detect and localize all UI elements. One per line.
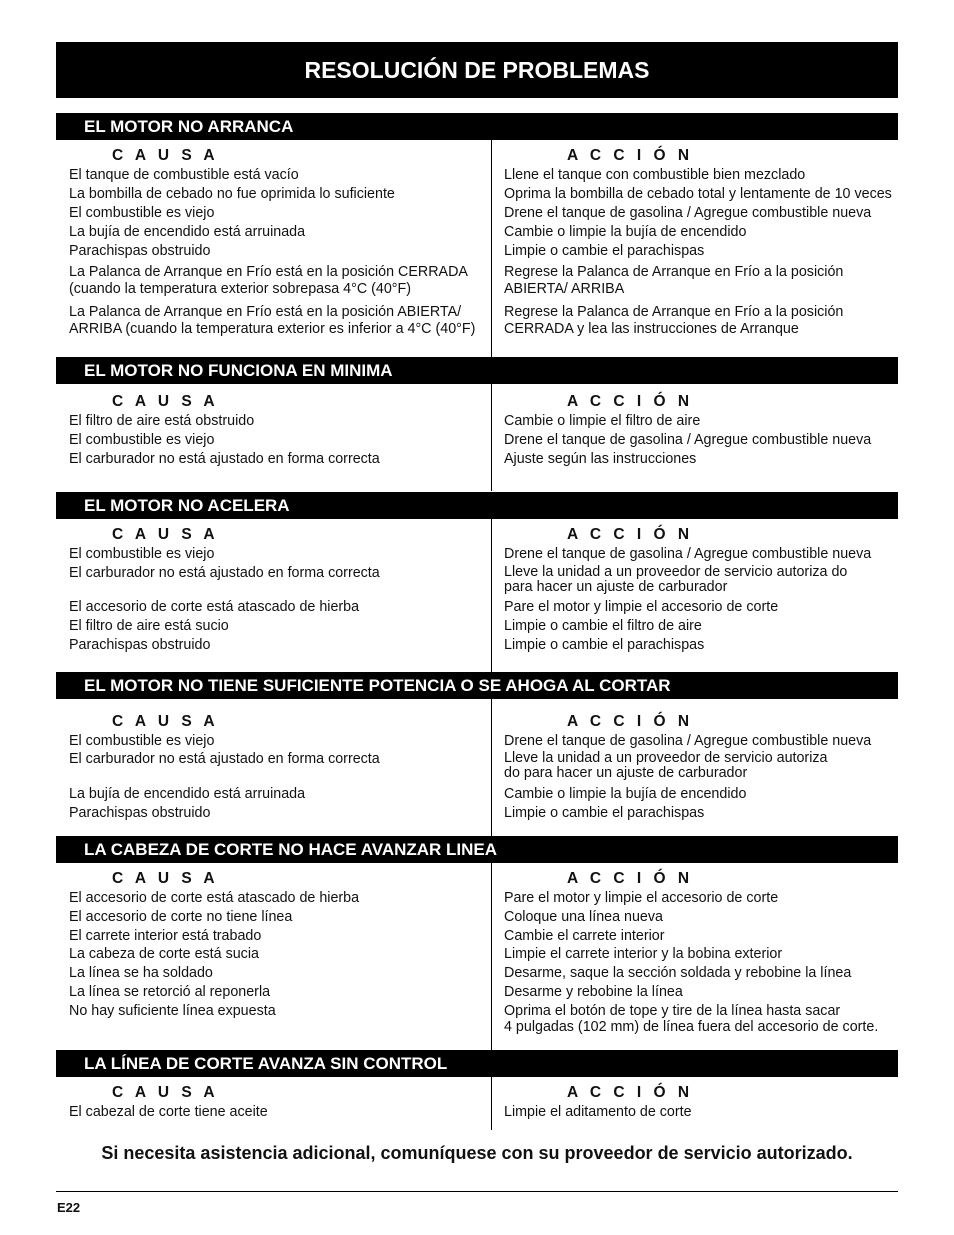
causa-header: C A U S A [112, 1084, 219, 1101]
action-text: Lleve la unidad a un proveedor de servicio autoriza do para hacer un ajuste de carburador [504, 564, 848, 595]
accion-header: A C C I Ó N [567, 526, 694, 543]
action-text: Limpie o cambie el filtro de aire [504, 618, 702, 634]
action-text: Drene el tanque de gasolina / Agregue combustible nueva [504, 733, 872, 749]
action-text: Limpie el aditamento de corte [504, 1104, 692, 1120]
action-text: Oprima la bombilla de cebado total y lentamente de 10 veces [504, 186, 892, 202]
action-text: Limpie o cambie el parachispas [504, 637, 705, 653]
causa-header: C A U S A [112, 526, 219, 543]
cause-text: La bujía de encendido está arruinada [69, 224, 306, 240]
action-text: Coloque una línea nueva [504, 909, 663, 925]
section-heading: EL MOTOR NO TIENE SUFICIENTE POTENCIA O SE AHOGA AL CORTAR [56, 672, 898, 699]
accion-header: A C C I Ó N [567, 1084, 694, 1101]
page-title: RESOLUCIÓN DE PROBLEMAS [56, 42, 898, 98]
cause-text: La bombilla de cebado no fue oprimida lo suficiente [69, 186, 395, 202]
section-motor-no-acelera [56, 492, 898, 672]
cause-text: El cabezal de corte tiene aceite [69, 1104, 268, 1120]
column-divider [491, 1077, 492, 1130]
action-text: Desarme, saque la sección soldada y rebobine la línea [504, 965, 852, 981]
action-text: Cambie o limpie la bujía de encendido [504, 224, 747, 240]
action-text: Regrese la Palanca de Arranque en Frío a la posición CERRADA y lea las instrucciones de Arranque [504, 304, 844, 337]
section-motor-no-arranca [56, 113, 898, 357]
accion-header: A C C I Ó N [567, 713, 694, 730]
cause-text: No hay suficiente línea expuesta [69, 1003, 276, 1019]
cause-text: El accesorio de corte está atascado de hierba [69, 599, 360, 615]
action-text: Ajuste según las instrucciones [504, 451, 697, 467]
section-heading: EL MOTOR NO ACELERA [56, 492, 898, 519]
action-text: Drene el tanque de gasolina / Agregue combustible nueva [504, 546, 872, 562]
section-cabeza-no-avanza [56, 836, 898, 1050]
cause-text: El accesorio de corte está atascado de hierba [69, 890, 360, 906]
action-text: Limpie el carrete interior y la bobina exterior [504, 946, 783, 962]
action-text: Cambie el carrete interior [504, 928, 665, 944]
action-text: Llene el tanque con combustible bien mezclado [504, 167, 806, 183]
cause-text: El carburador no está ajustado en forma correcta [69, 565, 380, 581]
cause-text: El carburador no está ajustado en forma correcta [69, 751, 380, 767]
cause-text: El carburador no está ajustado en forma correcta [69, 451, 380, 467]
action-text: Pare el motor y limpie el accesorio de corte [504, 890, 779, 906]
action-text: Drene el tanque de gasolina / Agregue combustible nueva [504, 432, 872, 448]
accion-header: A C C I Ó N [567, 870, 694, 887]
bottom-rule [56, 1191, 898, 1192]
cause-text: El filtro de aire está obstruido [69, 413, 255, 429]
cause-text: La línea se ha soldado [69, 965, 213, 981]
cause-text: La Palanca de Arranque en Frío está en la posición CERRADA (cuando la temperatura exterior sobrepasa 4°C (40°F) [69, 264, 468, 297]
section-linea-sin-control [56, 1050, 898, 1130]
action-text: Drene el tanque de gasolina / Agregue combustible nueva [504, 205, 872, 221]
section-motor-no-funciona-minima [56, 357, 898, 491]
cause-text: El combustible es viejo [69, 546, 215, 562]
action-text: Cambie o limpie la bujía de encendido [504, 786, 747, 802]
cause-text: La Palanca de Arranque en Frío está en la posición ABIERTA/ ARRIBA (cuando la temperatura exterior es inferior a 4°C (40°F) [69, 304, 476, 337]
cause-text: El combustible es viejo [69, 432, 215, 448]
column-divider [491, 863, 492, 1050]
causa-header: C A U S A [112, 870, 219, 887]
accion-header: A C C I Ó N [567, 147, 694, 164]
section-heading: EL MOTOR NO FUNCIONA EN MINIMA [56, 357, 898, 384]
column-divider [491, 140, 492, 357]
cause-text: El combustible es viejo [69, 733, 215, 749]
action-text: Limpie o cambie el parachispas [504, 805, 705, 821]
cause-text: El tanque de combustible está vacío [69, 167, 299, 183]
page-number: E22 [57, 1200, 81, 1215]
section-heading: LA CABEZA DE CORTE NO HACE AVANZAR LINEA [56, 836, 898, 863]
causa-header: C A U S A [112, 713, 219, 730]
cause-text: El accesorio de corte no tiene línea [69, 909, 293, 925]
cause-text: Parachispas obstruido [69, 637, 211, 653]
cause-text: El carrete interior está trabado [69, 928, 262, 944]
cause-text: La línea se retorció al reponerla [69, 984, 271, 1000]
action-text: Cambie o limpie el filtro de aire [504, 413, 701, 429]
accion-header: A C C I Ó N [567, 393, 694, 410]
action-text: Pare el motor y limpie el accesorio de corte [504, 599, 779, 615]
assistance-note: Si necesita asistencia adicional, comuníquese con su proveedor de servicio autorizado. [101, 1143, 853, 1163]
column-divider [491, 384, 492, 491]
causa-header: C A U S A [112, 147, 219, 164]
cause-text: La bujía de encendido está arruinada [69, 786, 306, 802]
cause-text: Parachispas obstruido [69, 243, 211, 259]
action-text: Limpie o cambie el parachispas [504, 243, 705, 259]
action-text: Oprima el botón de tope y tire de la línea hasta sacar 4 pulgadas (102 mm) de línea fuera del accesorio de corte. [504, 1003, 879, 1035]
cause-text: Parachispas obstruido [69, 805, 211, 821]
cause-text: El filtro de aire está sucio [69, 618, 229, 634]
causa-header: C A U S A [112, 393, 219, 410]
cause-text: El combustible es viejo [69, 205, 215, 221]
action-text: Lleve la unidad a un proveedor de servicio autoriza do para hacer un ajuste de carburador [504, 750, 828, 781]
action-text: Regrese la Palanca de Arranque en Frío a la posición ABIERTA/ ARRIBA [504, 264, 844, 297]
section-heading: LA LÍNEA DE CORTE AVANZA SIN CONTROL [56, 1050, 898, 1077]
section-heading: EL MOTOR NO ARRANCA [56, 113, 898, 140]
column-divider [491, 519, 492, 672]
cause-text: La cabeza de corte está sucia [69, 946, 259, 962]
column-divider [491, 699, 492, 836]
action-text: Desarme y rebobine la línea [504, 984, 683, 1000]
section-motor-sin-potencia [56, 672, 898, 836]
